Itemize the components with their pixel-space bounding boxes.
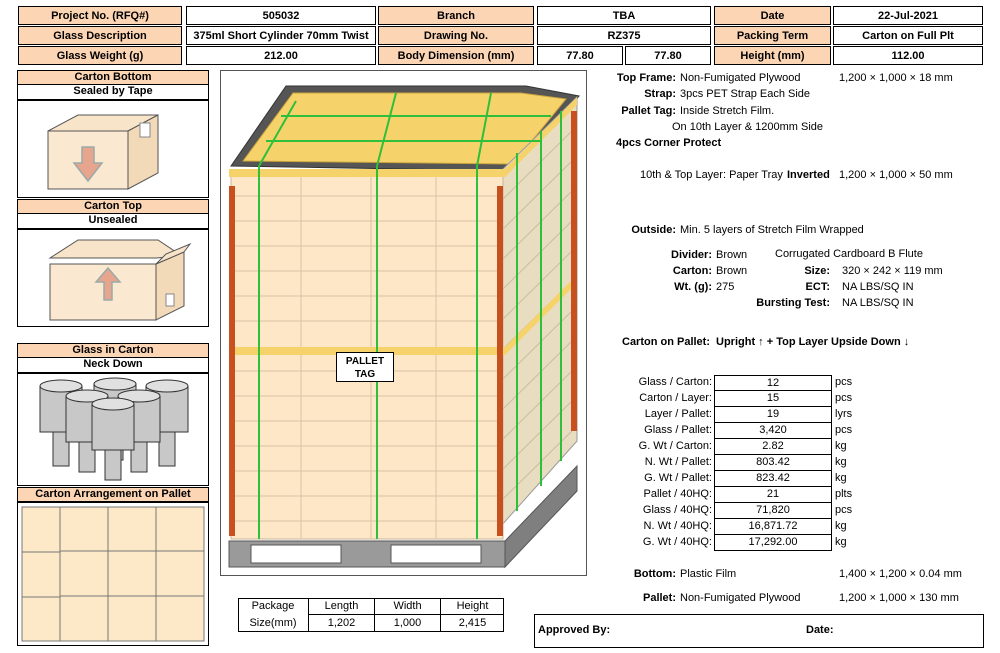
calc-unit: plts — [835, 488, 853, 500]
calc-unit: pcs — [835, 392, 853, 404]
carton-bottom-label: Carton Bottom — [17, 70, 209, 85]
pallet-label: Pallet: — [642, 592, 676, 604]
project-no-label: Project No. (RFQ#) — [18, 6, 182, 25]
calc-unit: kg — [835, 456, 847, 468]
project-no-value: 505032 — [186, 6, 376, 25]
pallet-tag-label: Pallet Tag: — [621, 105, 676, 117]
layer-tray-dim: 1,200 × 1,000 × 50 mm — [839, 169, 953, 181]
pallet-tag-line2: TAG — [354, 369, 376, 380]
layer-tray-inverted: Inverted — [787, 169, 830, 181]
divider-value: Brown — [716, 249, 748, 261]
calc-value: 15 — [714, 391, 832, 407]
length-value: 1,202 — [308, 615, 374, 632]
glass-in-carton-illustration — [17, 373, 209, 486]
calc-unit: kg — [835, 536, 847, 548]
outside-label: Outside: — [631, 224, 676, 236]
bursting-test-label: Bursting Test: — [756, 297, 830, 309]
drawing-no-label: Drawing No. — [378, 26, 534, 45]
pallet-dim: 1,200 × 1,000 × 130 mm — [839, 592, 959, 604]
ect-label: ECT: — [805, 281, 830, 293]
glass-description-value: 375ml Short Cylinder 70mm Twist — [186, 26, 376, 45]
calc-value: 823.42 — [714, 471, 832, 487]
carton-on-pallet-label: Carton on Pallet: — [622, 336, 711, 348]
calc-unit: pcs — [835, 504, 853, 516]
top-frame-dim: 1,200 × 1,000 × 18 mm — [839, 72, 953, 84]
package-height-value: 2,415 — [440, 615, 504, 632]
ect-value: NA LBS/SQ IN — [842, 281, 914, 293]
calc-value: 16,871.72 — [714, 519, 832, 535]
package-label: Package — [251, 600, 295, 612]
carton-top-label: Carton Top — [17, 199, 209, 214]
calc-label: Layer / Pallet: — [644, 408, 712, 420]
calc-unit: pcs — [835, 424, 853, 436]
carton-value: Brown — [716, 265, 748, 277]
glass-description-label: Glass Description — [18, 26, 182, 45]
divider-label: Divider: — [671, 249, 712, 261]
date-value: 22-Jul-2021 — [833, 6, 983, 25]
calc-value: 3,420 — [714, 423, 832, 439]
pallet-illustration — [221, 71, 586, 575]
top-frame-label: Top Frame: — [616, 72, 676, 84]
pallet-drawing — [220, 70, 587, 576]
neck-down-label: Neck Down — [17, 358, 209, 373]
bursting-test-value: NA LBS/SQ IN — [842, 297, 914, 309]
carton-label: Carton: — [672, 265, 712, 277]
carton-top-illustration — [17, 229, 209, 327]
pallet-tag-value: Inside Stretch Film. — [680, 105, 775, 117]
width-value: 1,000 — [374, 615, 440, 632]
calc-label: G. Wt / 40HQ: — [642, 536, 712, 548]
calc-label: G. Wt / Carton: — [638, 440, 712, 452]
pallet-tag — [336, 352, 394, 382]
calc-value: 2.82 — [714, 439, 832, 455]
sealed-carton-icon — [18, 101, 208, 197]
corner-protect: 4pcs Corner Protect — [616, 137, 722, 149]
carton-arrangement-label: Carton Arrangement on Pallet — [17, 487, 209, 502]
top-frame-value: Non-Fumigated Plywood — [680, 72, 801, 84]
body-dimension-label: Body Dimension (mm) — [378, 46, 534, 65]
layer-tray-label: 10th & Top Layer: Paper Tray — [640, 169, 783, 181]
bottom-value: Plastic Film — [680, 568, 737, 580]
divider-type: Corrugated Cardboard B Flute — [775, 248, 923, 260]
unsealed-carton-icon — [18, 230, 208, 326]
size-label: Size: — [804, 265, 830, 277]
packing-term-label: Packing Term — [714, 26, 831, 45]
calc-value: 21 — [714, 487, 832, 503]
weight-g-value: 275 — [716, 281, 735, 293]
approval-date-label: Date: — [806, 624, 834, 636]
length-label: Length — [308, 598, 374, 615]
body-dimension-value-2: 77.80 — [625, 46, 711, 65]
arrangement-grid — [18, 503, 208, 645]
calc-unit: pcs — [835, 376, 853, 388]
sealed-by-tape-label: Sealed by Tape — [17, 85, 209, 100]
bottles-neck-down-icon — [18, 374, 208, 485]
calc-value: 71,820 — [714, 503, 832, 519]
calc-label: G. Wt / Pallet: — [644, 472, 712, 484]
calc-value: 19 — [714, 407, 832, 423]
calc-label: Carton / Layer: — [639, 392, 712, 404]
calc-unit: kg — [835, 472, 847, 484]
height-value: 112.00 — [833, 46, 983, 65]
calc-label: Glass / 40HQ: — [642, 504, 712, 516]
carton-on-pallet-value: Upright ↑ + Top Layer Upside Down ↓ — [716, 336, 910, 348]
package-height-label: Height — [440, 598, 504, 615]
unsealed-label: Unsealed — [17, 214, 209, 229]
carton-bottom-illustration — [17, 100, 209, 198]
drawing-no-value: RZ375 — [537, 26, 711, 45]
strap-value: 3pcs PET Strap Each Side — [680, 88, 811, 100]
calc-unit: kg — [835, 520, 847, 532]
calc-label: Glass / Carton: — [638, 376, 712, 388]
calc-unit: kg — [835, 440, 847, 452]
calc-label: N. Wt / Pallet: — [644, 456, 712, 468]
pallet-tag-value-2: On 10th Layer & 1200mm Side — [672, 121, 824, 133]
outside-value: Min. 5 layers of Stretch Film Wrapped — [680, 224, 864, 236]
calc-label: Pallet / 40HQ: — [643, 488, 712, 500]
calc-value: 803.42 — [714, 455, 832, 471]
branch-label: Branch — [378, 6, 534, 25]
calc-value: 12 — [714, 375, 832, 391]
calc-label: N. Wt / 40HQ: — [643, 520, 712, 532]
carton-arrangement-diagram — [17, 502, 209, 646]
strap-label: Strap: — [644, 88, 676, 100]
calc-value: 17,292.00 — [714, 535, 832, 551]
width-label: Width — [374, 598, 440, 615]
glass-in-carton-label: Glass in Carton — [17, 343, 209, 358]
glass-weight-value: 212.00 — [186, 46, 376, 65]
approved-by-label: Approved By: — [538, 624, 611, 636]
bottom-dim: 1,400 × 1,200 × 0.04 mm — [839, 568, 962, 580]
pallet-tag-line1: PALLET — [345, 356, 385, 367]
package-size-mm-label: Size(mm) — [249, 617, 297, 629]
calc-label: Glass / Pallet: — [644, 424, 712, 436]
pallet-value: Non-Fumigated Plywood — [680, 592, 801, 604]
weight-g-label: Wt. (g): — [674, 281, 712, 293]
date-label: Date — [714, 6, 831, 25]
glass-weight-label: Glass Weight (g) — [18, 46, 182, 65]
calc-unit: lyrs — [835, 408, 853, 420]
branch-value: TBA — [537, 6, 711, 25]
bottom-label: Bottom: — [633, 568, 676, 580]
height-label: Height (mm) — [714, 46, 831, 65]
size-value: 320 × 242 × 119 mm — [842, 265, 943, 277]
packing-term-value: Carton on Full Plt — [833, 26, 983, 45]
body-dimension-value-1: 77.80 — [537, 46, 623, 65]
